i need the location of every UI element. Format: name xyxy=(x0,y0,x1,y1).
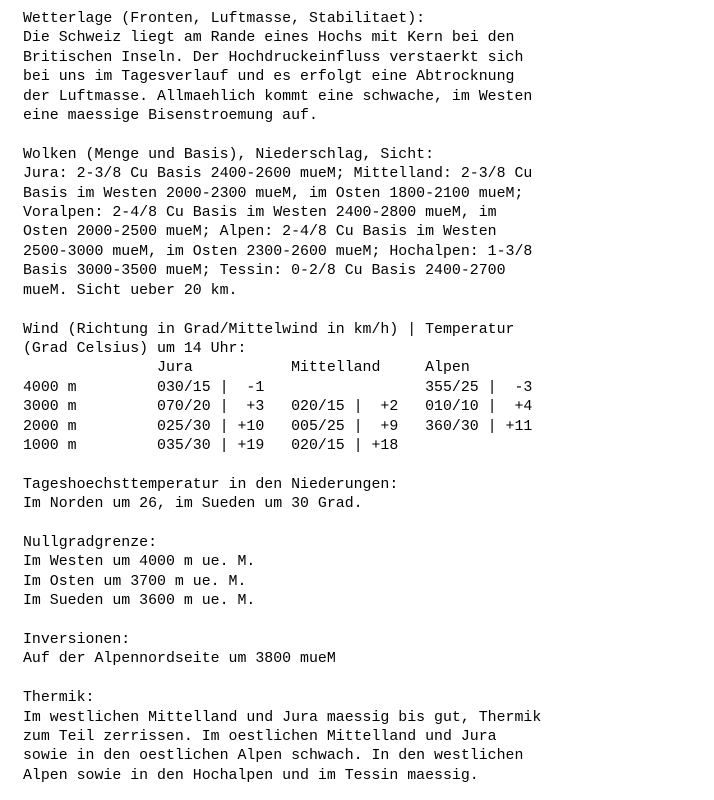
nullgradgrenze-line: Im Westen um 4000 m ue. M. xyxy=(23,554,256,571)
thermik-line: Im westlichen Mittelland und Jura maessig bis gut, Thermik xyxy=(23,709,542,726)
hoechsttemperatur-line: Im Norden um 26, im Sueden um 30 Grad. xyxy=(23,496,363,513)
nullgradgrenze-heading: Nullgradgrenze: xyxy=(23,534,158,551)
wolken-line: Basis im Westen 2000-2300 mueM, im Osten 1800-2100 mueM; xyxy=(23,185,524,202)
wolken-line: Jura: 2-3/8 Cu Basis 2400-2600 mueM; Mittelland: 2-3/8 Cu xyxy=(23,166,533,183)
inversionen-line: Auf der Alpennordseite um 3800 mueM xyxy=(23,651,336,668)
wind-table-row: 4000 m 030/15 | -1 355/25 | -3 xyxy=(23,379,533,396)
nullgradgrenze-line: Im Sueden um 3600 m ue. M. xyxy=(23,593,256,610)
thermik-line: zum Teil zerrissen. Im oestlichen Mittelland und Jura xyxy=(23,729,497,746)
thermik-heading: Thermik: xyxy=(23,690,95,707)
wetterlage-line: Britischen Inseln. Der Hochdruckeinfluss verstaerkt sich xyxy=(23,49,524,66)
wolken-line: 2500-3000 mueM, im Osten 2300-2600 mueM; Hochalpen: 1-3/8 xyxy=(23,243,533,260)
wolken-heading: Wolken (Menge und Basis), Niederschlag, Sicht: xyxy=(23,146,435,163)
thermik-line: Alpen sowie in den Hochalpen und im Tessin maessig. xyxy=(23,767,479,784)
inversionen-heading: Inversionen: xyxy=(23,632,131,648)
thermik-line: sowie in den oestlichen Alpen schwach. In den westlichen xyxy=(23,748,524,765)
wolken-line: Basis 3000-3500 mueM; Tessin: 0-2/8 Cu Basis 2400-2700 xyxy=(23,263,506,280)
wetterlage-line: eine maessige Bisenstroemung auf. xyxy=(23,108,318,125)
wind-table-row: 1000 m 035/30 | +19 020/15 | +18 xyxy=(23,437,399,454)
nullgradgrenze-line: Im Osten um 3700 m ue. M. xyxy=(23,573,247,590)
wind-table-header: Jura Mittelland Alpen xyxy=(23,360,470,377)
hoechsttemperatur-heading: Tageshoechsttemperatur in den Niederungen: xyxy=(23,476,399,493)
wetterlage-line: Die Schweiz liegt am Rande eines Hochs mit Kern bei den xyxy=(23,30,515,47)
wetterlage-line: bei uns im Tagesverlauf und es erfolgt eine Abtrocknung xyxy=(23,69,515,86)
wind-heading: (Grad Celsius) um 14 Uhr: xyxy=(23,340,247,357)
wetterlage-heading: Wetterlage (Fronten, Luftmasse, Stabilitaet): xyxy=(23,11,426,27)
wind-heading: Wind (Richtung in Grad/Mittelwind in km/h) | Temperatur xyxy=(23,321,515,338)
wind-table-row: 2000 m 025/30 | +10 005/25 | +9 360/30 | +11 xyxy=(23,418,533,435)
wetterlage-line: der Luftmasse. Allmaehlich kommt eine schwache, im Westen xyxy=(23,88,533,105)
wolken-line: mueM. Sicht ueber 20 km. xyxy=(23,282,238,299)
wolken-line: Voralpen: 2-4/8 Cu Basis im Westen 2400-2800 mueM, im xyxy=(23,205,497,222)
wind-table-row: 3000 m 070/20 | +3 020/15 | +2 010/10 | +4 xyxy=(23,399,533,416)
weather-report-text xyxy=(23,10,714,786)
wolken-line: Osten 2000-2500 mueM; Alpen: 2-4/8 Cu Basis im Westen xyxy=(23,224,497,241)
